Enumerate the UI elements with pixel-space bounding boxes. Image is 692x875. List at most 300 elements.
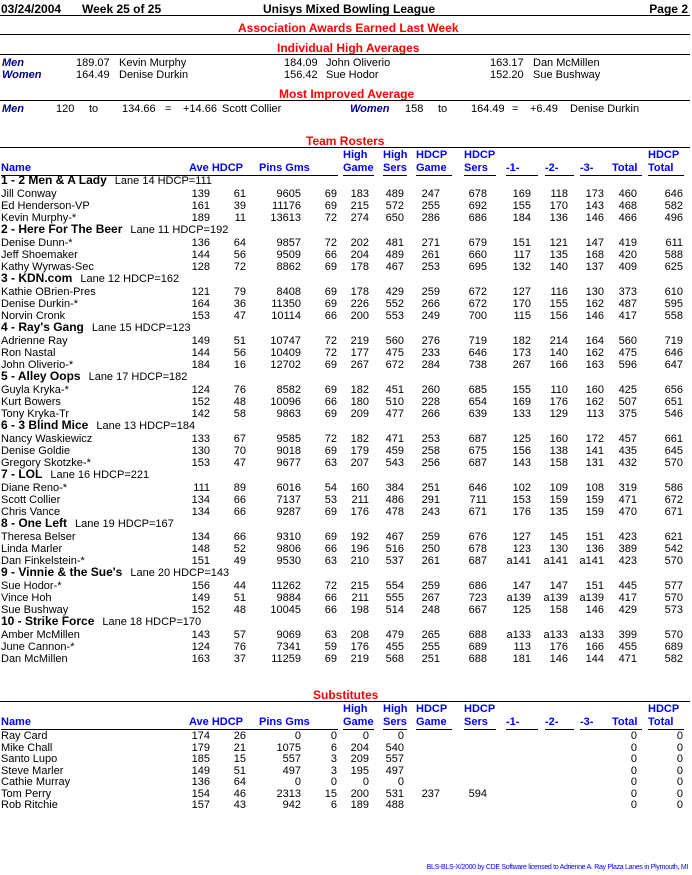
hdcp: 44 [233, 580, 246, 592]
total: 0 [630, 753, 637, 765]
game-2: 138 [549, 445, 568, 457]
team-name: 1 - 2 Men & A Lady [1, 173, 107, 187]
hdcp: 66 [233, 494, 246, 506]
hdcp-game: 233 [421, 347, 440, 359]
hdcp-series: 692 [468, 200, 487, 212]
total: 468 [618, 200, 637, 212]
roster-col-pins-gms: Pins Gms [259, 149, 338, 176]
high-game: 195 [350, 764, 369, 777]
player-name: Dan Finkelstein-* [1, 555, 85, 567]
hdcp-total: 671 [664, 506, 683, 518]
games: 69 [324, 531, 337, 543]
high-series: 488 [385, 799, 404, 811]
hdcp-total: 558 [664, 310, 683, 322]
game-2: 116 [550, 286, 568, 298]
ave: 157 [191, 799, 210, 811]
software-footer: BLS-BLS-X/2000 by CDE Software licensed to Adrienne A. Ray Plaza Lanes in Plymouth, MI [426, 864, 688, 871]
game-1: 127 [512, 286, 531, 298]
improved-women-name: Denise Durkin [570, 103, 640, 115]
hdcp-series: 672 [468, 298, 487, 310]
hdcp-series: 687 [468, 433, 487, 445]
ave: 153 [191, 457, 210, 469]
roster-col-total: Total [612, 149, 642, 176]
hdcp-game: 251 [421, 653, 440, 665]
games: 69 [324, 200, 337, 212]
roster-col-name: Name [1, 149, 259, 176]
team-header [1, 517, 174, 530]
games: 3 [330, 753, 337, 765]
player-row [0, 384, 692, 396]
improved-men-diff: +14.66 [183, 103, 217, 115]
player-name: Chris Vance [1, 506, 61, 518]
hdcp-series: 686 [468, 580, 487, 592]
total: 445 [618, 580, 637, 592]
total: 423 [618, 531, 637, 543]
hdcp: 66 [233, 531, 246, 543]
high-series: 553 [385, 310, 404, 322]
subs-col-hdcp-total: HDCP Total [648, 703, 684, 730]
game-3: 151 [585, 580, 604, 592]
improved-women-to: 164.49 [471, 103, 505, 115]
women-avg-2: 156.42 [284, 69, 318, 81]
pins: 1075 [276, 741, 301, 754]
high-series: 510 [385, 396, 404, 408]
subs-col-game-3: -3- [580, 703, 612, 730]
improved-men-name: Scott Collier [222, 103, 282, 115]
hdcp-total: 611 [665, 237, 683, 249]
games: 69 [324, 359, 337, 371]
hdcp: 70 [233, 445, 246, 457]
player-name: Jeff Shoemaker [1, 249, 78, 261]
hdcp-total: 0 [676, 730, 683, 742]
subs-col-hdcp-sers: HDCP Sers [464, 703, 496, 728]
team-lane-hdcp: Lane 16 HDCP=221 [50, 469, 150, 481]
ave: 143 [191, 629, 210, 641]
hdcp: 47 [233, 457, 246, 469]
total: 373 [618, 286, 637, 298]
team-lane-hdcp: Lane 12 HDCP=162 [80, 273, 180, 285]
games: 54 [324, 482, 337, 494]
total: 399 [618, 629, 637, 641]
team-lane-hdcp: Lane 14 HDCP=111 [114, 175, 212, 187]
player-name: Linda Marler [1, 543, 63, 555]
hdcp-total: 661 [664, 433, 683, 445]
player-row [0, 335, 692, 347]
player-name: Denise Durkin-* [1, 298, 79, 310]
pins: 497 [282, 764, 301, 777]
game-1: 169 [512, 188, 531, 200]
hdcp-game: 237 [421, 787, 440, 800]
hdcp-game: 258 [421, 445, 440, 457]
roster-col-game-2: -2- [545, 149, 574, 176]
awards-title: Association Awards Earned Last Week [238, 21, 459, 35]
hdcp-total: 646 [664, 188, 683, 200]
pins: 7341 [276, 641, 301, 653]
hdcp: 57 [233, 629, 246, 641]
improved-men-eq: = [165, 103, 172, 115]
ave: 185 [191, 753, 210, 765]
subs-col-ave-hdcp: Ave HDCP [189, 703, 247, 730]
game-2: 121 [549, 237, 568, 249]
game-2: 147 [549, 580, 568, 592]
high-game: 179 [350, 445, 369, 457]
ave: 148 [191, 543, 210, 555]
improved-women-from: 158 [405, 103, 424, 115]
high-series: 451 [385, 384, 404, 396]
games: 63 [324, 555, 337, 567]
total: 507 [618, 396, 637, 408]
games: 66 [324, 592, 337, 604]
player-name: Denise Dunn-* [1, 237, 73, 249]
game-2: 109 [549, 482, 568, 494]
high-series: 467 [385, 261, 404, 273]
player-name: Tom Perry [1, 787, 52, 800]
hdcp-series: 678 [468, 543, 487, 555]
divider [0, 701, 690, 702]
improved-women-label: Women [350, 103, 390, 115]
ave: 128 [191, 261, 210, 273]
ave: 149 [191, 764, 210, 777]
high-game: 209 [350, 753, 369, 765]
high-game: 189 [350, 799, 369, 811]
pins: 9677 [276, 457, 301, 469]
hdcp-game: 248 [421, 604, 440, 616]
game-1: 155 [512, 200, 531, 212]
high-series: 572 [385, 200, 404, 212]
high-series: 650 [385, 212, 404, 224]
high-game: 274 [350, 212, 369, 224]
game-2: 159 [549, 494, 568, 506]
hdcp-game: 261 [421, 555, 440, 567]
team-header [1, 321, 191, 334]
pins: 9069 [276, 629, 301, 641]
hdcp: 79 [233, 286, 246, 298]
team-lane-hdcp: Lane 15 HDCP=123 [91, 322, 191, 334]
hdcp-total: 651 [664, 396, 683, 408]
high-game: 183 [350, 188, 369, 200]
game-2: 136 [549, 212, 568, 224]
hdcp-total: 546 [664, 408, 683, 420]
hdcp-game: 251 [421, 482, 440, 494]
high-series: 481 [385, 237, 404, 249]
hdcp-series: 687 [468, 457, 487, 469]
game-3: 168 [585, 249, 604, 261]
total: 0 [630, 764, 637, 777]
team-name: 8 - One Left [1, 516, 68, 530]
roster-col-high-sers: High Sers [383, 149, 408, 174]
men-avg-2: 184.09 [284, 57, 318, 69]
game-2: 146 [549, 653, 568, 665]
high-series: 514 [385, 604, 404, 616]
week-label: Week 25 of 25 [82, 2, 162, 16]
high-series: 537 [385, 555, 404, 567]
games: 69 [324, 298, 337, 310]
games: 0 [330, 776, 337, 788]
hdcp-series: 675 [468, 445, 487, 457]
game-3: 137 [585, 261, 604, 273]
hdcp-series: 672 [468, 286, 487, 298]
high-series: 555 [385, 592, 404, 604]
hdcp-game: 265 [421, 629, 440, 641]
total: 375 [618, 408, 637, 420]
game-2: 156 [549, 310, 568, 322]
team-header [1, 272, 179, 285]
women-name-2: Sue Hodor [326, 69, 379, 81]
total: 429 [618, 604, 637, 616]
hdcp-series: 654 [468, 396, 487, 408]
high-game: 219 [350, 653, 369, 665]
high-game: 215 [350, 200, 369, 212]
game-3: 160 [585, 384, 604, 396]
team-name: 7 - LOL [1, 467, 43, 481]
games: 66 [324, 310, 337, 322]
high-series: 554 [385, 580, 404, 592]
player-name: Amber McMillen [1, 629, 80, 641]
high-series: 568 [385, 653, 404, 665]
pins: 7137 [276, 494, 301, 506]
game-1: 181 [512, 653, 531, 665]
hdcp-total: 588 [664, 249, 683, 261]
hdcp: 11 [234, 212, 246, 224]
ave: 134 [191, 531, 210, 543]
ave: 189 [191, 212, 210, 224]
game-1: 176 [512, 506, 531, 518]
pins: 11262 [271, 580, 301, 592]
games: 59 [324, 641, 337, 653]
hdcp: 36 [233, 298, 246, 310]
high-series: 471 [385, 433, 404, 445]
hdcp-game: 260 [421, 384, 440, 396]
total: 0 [630, 799, 637, 811]
game-2: 135 [549, 506, 568, 518]
ave: 133 [191, 433, 210, 445]
hdcp-total: 672 [664, 494, 683, 506]
hdcp-total: 582 [664, 200, 683, 212]
high-game: 180 [350, 396, 369, 408]
team-lane-hdcp: Lane 18 HDCP=170 [102, 616, 202, 628]
player-name: June Cannon-* [1, 641, 75, 653]
player-name: Adrienne Ray [1, 335, 68, 347]
player-row [0, 188, 692, 200]
hdcp-total: 577 [664, 580, 683, 592]
ave: 149 [191, 335, 210, 347]
hdcp-series: 689 [468, 641, 487, 653]
game-3: 159 [585, 506, 604, 518]
hdcp-game: 271 [421, 237, 440, 249]
hdcp: 39 [233, 200, 246, 212]
game-3: 146 [585, 604, 604, 616]
games: 66 [324, 249, 337, 261]
player-name: Santo Lupo [1, 753, 58, 765]
hdcp-game: 228 [421, 396, 440, 408]
game-1: 147 [512, 580, 531, 592]
game-3: 146 [585, 310, 604, 322]
hdcp: 48 [233, 396, 246, 408]
subs-col-high-sers: High Sers [383, 703, 408, 728]
hdcp-game: 291 [421, 494, 440, 506]
improved-men-to-word: to [89, 103, 99, 115]
hdcp-total: 0 [676, 764, 683, 777]
divider [0, 147, 690, 148]
pins: 11350 [271, 298, 301, 310]
high-game: 204 [350, 741, 369, 754]
player-name: John Oliverio-* [1, 359, 74, 371]
substitute-row [0, 753, 692, 765]
player-row [0, 494, 692, 506]
game-2: 158 [549, 604, 568, 616]
game-3: 173 [585, 188, 604, 200]
hdcp: 47 [233, 310, 246, 322]
subs-col-high-game: High Game [343, 703, 374, 728]
games: 72 [324, 433, 337, 445]
player-name: Kathie OBrien-Pres [1, 286, 96, 298]
hdcp: 56 [233, 347, 246, 359]
team-name: 9 - Vinnie & the Sue's [1, 565, 123, 579]
men-name-3: Dan McMillen [533, 57, 600, 69]
ave: 152 [191, 604, 210, 616]
high-game: 210 [350, 555, 369, 567]
subs-col-total: Total [612, 703, 642, 730]
player-row [0, 629, 692, 641]
ave: 179 [191, 741, 210, 754]
games: 69 [324, 445, 337, 457]
hdcp: 37 [233, 653, 246, 665]
high-game: 192 [350, 531, 369, 543]
hdcp-total: 586 [664, 482, 683, 494]
total: 487 [618, 298, 637, 310]
men-avg-3: 163.17 [490, 57, 524, 69]
substitute-row [0, 742, 692, 754]
high-series: 459 [385, 445, 404, 457]
roster-col-game-3: -3- [580, 149, 612, 176]
ave: 149 [191, 592, 210, 604]
game-1: 170 [512, 298, 531, 310]
improved-women-to-word: to [438, 103, 448, 115]
game-2: 130 [549, 543, 568, 555]
hdcp-total: 542 [664, 543, 683, 555]
divider [0, 54, 690, 55]
game-2: 140 [549, 347, 568, 359]
game-1: 182 [512, 335, 531, 347]
high-series: 478 [385, 506, 404, 518]
pins: 12702 [270, 359, 301, 371]
high-series: 560 [385, 335, 404, 347]
pins: 0 [294, 776, 301, 788]
total: 319 [618, 482, 637, 494]
ave: 134 [191, 506, 210, 518]
games: 15 [324, 787, 337, 800]
high-game: 211 [351, 592, 369, 604]
total: 470 [618, 506, 637, 518]
player-name: Cathie Murray [1, 776, 71, 788]
divider [0, 15, 690, 16]
roster-col-hdcp-game: HDCP Game [416, 149, 452, 176]
game-1: 153 [512, 494, 531, 506]
hdcp: 21 [233, 741, 246, 754]
player-name: Gregory Skotzke-* [1, 457, 91, 469]
player-name: Norvin Cronk [1, 310, 66, 322]
hdcp-total: 646 [664, 347, 683, 359]
ave: 144 [191, 249, 210, 261]
ave: 134 [191, 494, 210, 506]
hdcp-total: 610 [664, 286, 683, 298]
total: 466 [618, 212, 637, 224]
games: 72 [324, 335, 337, 347]
game-2: 155 [549, 298, 568, 310]
hdcp-series: 688 [468, 653, 487, 665]
women-avg-1: 164.49 [76, 69, 110, 81]
player-name: Dan McMillen [1, 653, 68, 665]
team-name: 2 - Here For The Beer [1, 222, 123, 236]
game-1: 123 [512, 543, 531, 555]
hdcp: 56 [233, 249, 246, 261]
pins: 8862 [276, 261, 301, 273]
hdcp-game: 253 [421, 261, 440, 273]
game-1: 184 [512, 212, 531, 224]
player-name: Ron Nastal [1, 347, 56, 359]
high-series: 486 [385, 494, 404, 506]
ave: 124 [191, 384, 210, 396]
game-2: a141 [543, 555, 568, 567]
hdcp-total: 656 [664, 384, 683, 396]
high-game: 176 [350, 641, 369, 653]
game-3: 130 [585, 286, 604, 298]
game-1: 113 [513, 641, 531, 653]
hdcp-total: 0 [676, 741, 683, 754]
pins: 557 [282, 753, 301, 765]
hdcp-series: 679 [468, 237, 487, 249]
hdcp-series: 671 [468, 506, 487, 518]
high-series: 543 [385, 457, 404, 469]
substitute-row [0, 788, 692, 800]
games: 69 [324, 188, 337, 200]
player-row [0, 482, 692, 494]
player-row [0, 237, 692, 249]
high-series: 540 [385, 741, 404, 754]
game-2: 129 [549, 408, 568, 420]
hdcp-game: 255 [421, 641, 440, 653]
substitute-row [0, 765, 692, 777]
ave: 161 [191, 200, 210, 212]
high-series: 531 [385, 787, 404, 800]
men-label: Men [2, 57, 24, 69]
hdcp-total: 621 [664, 531, 683, 543]
game-2: 118 [550, 188, 568, 200]
high-series: 429 [385, 286, 404, 298]
pins: 9509 [276, 249, 301, 261]
player-name: Ed Henderson-VP [1, 200, 90, 212]
game-1: 169 [512, 396, 531, 408]
hdcp-game: 259 [421, 531, 440, 543]
ave: 130 [191, 445, 210, 457]
men-name-1: Kevin Murphy [119, 57, 187, 69]
team-name: 5 - Alley Oops [1, 369, 81, 383]
pins: 10409 [270, 347, 301, 359]
games: 72 [324, 212, 337, 224]
total: 423 [618, 555, 637, 567]
hdcp-series: 594 [468, 787, 487, 800]
hdcp-total: 0 [676, 787, 683, 800]
pins: 9585 [276, 433, 301, 445]
hdcp-game: 284 [421, 359, 440, 371]
ave: 139 [191, 188, 210, 200]
team-lane-hdcp: Lane 19 HDCP=167 [75, 518, 174, 530]
total: 471 [618, 494, 637, 506]
game-2: 135 [549, 249, 568, 261]
hdcp-total: 647 [664, 359, 683, 371]
high-game: 182 [350, 384, 369, 396]
team-name: 3 - KDN.com [1, 271, 73, 285]
